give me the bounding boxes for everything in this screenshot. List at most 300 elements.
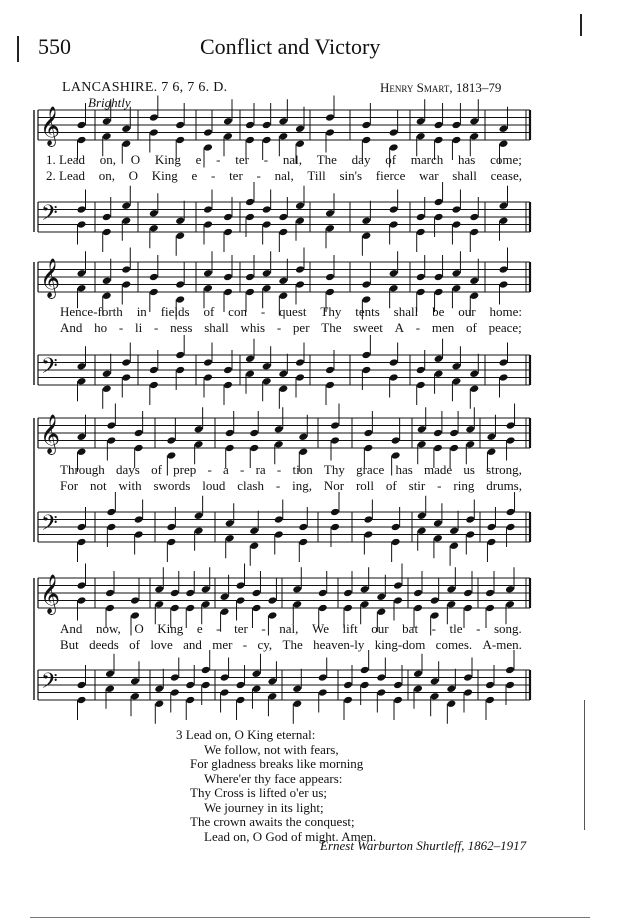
lyric-syllable: O — [134, 621, 144, 636]
alto-note — [175, 295, 185, 304]
bass-note — [267, 692, 277, 701]
lyric-line-verse-2 — [60, 320, 522, 336]
lyric-syllable: march — [410, 152, 444, 167]
lyric-syllable: - — [118, 320, 124, 335]
treble-note — [105, 589, 115, 598]
alto-note — [389, 284, 399, 293]
alto-note — [325, 288, 335, 297]
bass-note — [465, 530, 475, 539]
lyric-syllable: 1. Lead — [46, 152, 85, 167]
lyric-syllable: - — [275, 478, 281, 493]
treble-clef: 𝄞 — [40, 414, 61, 454]
treble-note — [360, 585, 370, 594]
alto-note — [295, 139, 305, 148]
lyric-syllable: - — [415, 320, 421, 335]
lyric-syllable: King — [151, 168, 178, 183]
tenor-note — [449, 526, 459, 535]
bass-clef: 𝄢 — [41, 511, 58, 541]
tenor-note — [77, 523, 87, 532]
treble-note — [130, 596, 140, 605]
bass-clef: 𝄢 — [41, 669, 58, 699]
alto-note — [102, 132, 112, 141]
alto-note — [262, 136, 272, 145]
tenor-note — [318, 673, 328, 682]
bass-note — [413, 684, 423, 693]
lyric-syllable: and — [183, 637, 202, 652]
tenor-note — [77, 362, 87, 371]
bass-note — [154, 699, 164, 708]
lyric-syllable: stir — [408, 478, 426, 493]
lyric-syllable: drums, — [486, 478, 522, 493]
alto-note — [203, 284, 213, 293]
verse-3-line: We journey in its light; — [204, 799, 324, 815]
lyric-syllable: Till — [307, 168, 326, 183]
bass-note — [225, 534, 235, 543]
lyric-syllable: - — [242, 637, 248, 652]
tenor-note — [486, 523, 496, 532]
lyric-syllable: Through — [60, 462, 105, 477]
lyric-syllable: shall — [204, 320, 229, 335]
tenor-note — [499, 358, 509, 367]
lyric-syllable: And — [60, 320, 83, 335]
treble-note — [249, 429, 259, 438]
alto-note — [451, 136, 461, 145]
alto-note — [325, 128, 335, 137]
lyric-syllable: bat — [402, 621, 419, 636]
tenor-note — [416, 213, 426, 222]
lyric-syllable: home: — [489, 304, 522, 319]
hymn-number: 550 — [38, 34, 71, 59]
treble-note — [236, 581, 246, 590]
alto-note — [194, 440, 204, 449]
bass-note — [175, 231, 185, 240]
alto-note — [391, 451, 401, 460]
bass-note — [295, 373, 305, 382]
alto-note — [278, 132, 288, 141]
lyric-syllable: our — [458, 304, 476, 319]
treble-note — [203, 269, 213, 278]
bass-note — [102, 228, 112, 237]
lyric-syllable: loud — [202, 478, 226, 493]
treble-note — [278, 117, 288, 126]
lyric-syllable: lift — [342, 621, 358, 636]
lyric-syllable: tion — [292, 462, 313, 477]
lyric-syllable: nal, — [274, 168, 294, 183]
alto-note — [434, 288, 444, 297]
treble-note — [267, 596, 277, 605]
section-title: Conflict and Victory — [200, 34, 381, 59]
lyric-syllable: of — [465, 320, 477, 335]
lyric-syllable: e — [195, 152, 202, 167]
bass-note — [434, 369, 444, 378]
treble-note — [194, 425, 204, 434]
treble-note — [499, 265, 509, 274]
tenor-note — [485, 681, 495, 690]
tenor-note — [245, 198, 255, 207]
tenor-note — [121, 358, 131, 367]
alto-note — [154, 600, 164, 609]
verse-3-line: For gladness breaks like morning — [190, 756, 364, 771]
treble-note — [416, 117, 426, 126]
alto-note — [318, 604, 328, 613]
tenor-note — [361, 351, 371, 360]
bass-note — [245, 213, 255, 222]
lyric-syllable: a — [223, 462, 229, 477]
treble-note — [225, 429, 235, 438]
treble-note — [295, 124, 305, 133]
lyric-line-verse-1 — [60, 304, 522, 320]
treble-note — [413, 589, 423, 598]
lyric-syllable: King — [157, 621, 184, 636]
lyric-syllable: - — [216, 621, 221, 636]
lyric-syllable: of — [203, 304, 215, 319]
lyric-syllable: con — [228, 304, 247, 319]
lyric-syllable: now, — [95, 621, 121, 636]
tenor-note — [463, 673, 473, 682]
alto-note — [451, 284, 461, 293]
tenor-note — [170, 673, 180, 682]
treble-note — [106, 421, 116, 430]
tenor-note — [292, 684, 302, 693]
alto-note — [245, 288, 255, 297]
lyric-syllable: - — [276, 320, 282, 335]
bass-note — [363, 530, 373, 539]
bass-note — [249, 541, 259, 550]
tenor-note — [106, 508, 116, 517]
treble-note — [166, 436, 176, 445]
treble-clef: 𝄞 — [40, 258, 61, 298]
lyric-syllable: - — [153, 320, 159, 335]
lyric-syllable: - — [216, 152, 221, 167]
treble-note — [393, 581, 403, 590]
lyric-syllable: ter — [234, 621, 248, 636]
tenor-note — [175, 216, 185, 225]
bass-note — [433, 534, 443, 543]
alto-note — [130, 611, 140, 620]
bass-note — [245, 369, 255, 378]
alto-note — [252, 604, 262, 613]
lyric-syllable: shall — [452, 168, 477, 183]
bass-note — [77, 538, 87, 547]
tenor-note — [77, 681, 87, 690]
verse-3-line: Where'er thy face appears: — [204, 770, 343, 786]
tenor-note — [121, 201, 131, 210]
alto-note — [469, 132, 479, 141]
treble-note — [499, 124, 509, 133]
treble-note — [485, 589, 495, 598]
lyric-line-verse-1 — [46, 152, 522, 168]
lyric-syllable: - — [437, 478, 442, 493]
tune-name: LANCASHIRE. 7 6, 7 6. D. — [62, 80, 228, 95]
tenor-note — [102, 213, 112, 222]
bass-note — [262, 220, 272, 229]
lyric-syllable: A — [394, 320, 404, 335]
lyric-syllable: - — [207, 462, 212, 477]
lyric-line-verse-2 — [46, 168, 522, 184]
lyric-syllable: nal, — [279, 621, 299, 636]
lyric-syllable: grace — [356, 462, 385, 477]
tenor-note — [267, 677, 277, 686]
lyric-line-verse-1 — [60, 462, 522, 478]
lyric-syllable: - — [276, 462, 282, 477]
lyric-syllable: of — [129, 637, 140, 652]
lyric-line-verse-1 — [60, 621, 522, 637]
tenor-note — [298, 523, 308, 532]
verse-3-line: We follow, not with fears, — [204, 741, 339, 757]
treble-note — [433, 429, 443, 438]
lyric-syllable: 2. Lead — [46, 168, 85, 183]
tenor-note — [223, 366, 233, 375]
lyric-syllable: - — [476, 621, 481, 636]
alto-note — [360, 600, 370, 609]
bass-note — [121, 216, 131, 225]
lyric-syllable: tents — [355, 304, 380, 319]
lyric-syllable: sweet — [353, 320, 383, 335]
tenor-note — [102, 369, 112, 378]
treble-note — [134, 429, 144, 438]
alto-note — [236, 596, 246, 605]
lyric-syllable: nal, — [282, 152, 302, 167]
tenor-note — [376, 673, 386, 682]
tenor-note — [363, 515, 373, 524]
alto-note — [249, 444, 259, 453]
alto-note — [505, 600, 515, 609]
treble-note — [77, 269, 87, 278]
tenor-note — [166, 523, 176, 532]
tenor-note — [175, 351, 185, 360]
alto-note — [298, 447, 308, 456]
tenor-note — [469, 369, 479, 378]
tenor-note — [499, 201, 509, 210]
lyric-syllable: heaven-ly — [313, 637, 365, 652]
treble-note — [434, 121, 444, 130]
bass-note — [330, 523, 340, 532]
lyric-syllable: days — [116, 462, 140, 477]
lyric-syllable: We — [311, 621, 329, 636]
tenor-note — [154, 684, 164, 693]
alto-note — [262, 284, 272, 293]
alto-note — [330, 436, 340, 445]
lyric-syllable: be — [432, 304, 445, 319]
lyric-syllable: - — [256, 168, 261, 183]
alto-note — [105, 604, 115, 613]
tenor-note — [505, 666, 515, 675]
alto-note — [393, 596, 403, 605]
treble-note — [389, 269, 399, 278]
bass-note — [416, 228, 426, 237]
treble-note — [175, 280, 185, 289]
alto-note — [201, 600, 211, 609]
bass-note — [389, 220, 399, 229]
lyric-syllable: per — [292, 320, 310, 335]
tenor-note — [469, 213, 479, 222]
tenor-note — [413, 669, 423, 678]
lyric-syllable: love — [150, 637, 173, 652]
lyric-syllable: of — [385, 152, 397, 167]
lyric-syllable: cy, — [257, 637, 273, 652]
tenor-note — [105, 669, 115, 678]
verse-3-line: The crown awaits the conquest; — [190, 814, 355, 829]
treble-note — [149, 273, 159, 282]
tenor-note — [430, 677, 440, 686]
lyric-syllable: For — [60, 478, 79, 493]
lyric-syllable: - — [240, 462, 245, 477]
tenor-note — [360, 666, 370, 675]
treble-note — [252, 589, 262, 598]
lyric-syllable: sin's — [339, 168, 363, 183]
lyric-syllable: ter — [235, 152, 249, 167]
bass-note — [417, 526, 427, 535]
treble-note — [416, 273, 426, 282]
alto-note — [278, 291, 288, 300]
treble-note — [376, 592, 386, 601]
lyric-syllable: Thy — [323, 462, 345, 477]
treble-note — [449, 429, 459, 438]
bass-note — [194, 526, 204, 535]
lyric-syllable: men — [431, 320, 455, 335]
alto-note — [223, 288, 233, 297]
bass-note — [201, 681, 211, 690]
lyric-syllable: shall — [393, 304, 419, 319]
lyric-syllable: war — [419, 168, 439, 183]
treble-note — [223, 117, 233, 126]
bass-note — [343, 696, 353, 705]
bass-note — [295, 216, 305, 225]
lyric-syllable: of — [151, 462, 162, 477]
alto-note — [376, 607, 386, 616]
treble-note — [245, 273, 255, 282]
tenor-note — [274, 515, 284, 524]
lyric-syllable: not — [89, 478, 107, 493]
lyric-syllable: ing, — [292, 478, 312, 493]
bass-note — [278, 384, 288, 393]
treble-note — [262, 121, 272, 130]
alto-note — [225, 444, 235, 453]
tenor-note — [343, 681, 353, 690]
tenor-note — [262, 362, 272, 371]
alto-note — [434, 136, 444, 145]
bass-note — [274, 530, 284, 539]
treble-note — [77, 581, 87, 590]
lyric-syllable: ho — [94, 320, 108, 335]
bass-note — [463, 688, 473, 697]
alto-note — [77, 284, 87, 293]
treble-note — [451, 269, 461, 278]
lyric-syllable: king-dom — [374, 637, 426, 652]
lyric-syllable: deeds — [89, 637, 119, 652]
tenor-note — [220, 673, 230, 682]
lyric-syllable: O — [128, 168, 139, 183]
bass-note — [292, 699, 302, 708]
treble-note — [102, 117, 112, 126]
lyric-syllable: Nor — [323, 478, 345, 493]
bass-note — [499, 373, 509, 382]
bass-note — [102, 384, 112, 393]
verse-3-line: 3 Lead on, O King eternal: — [176, 727, 316, 742]
lyric-syllable: Thy — [320, 304, 342, 319]
tenor-note — [130, 677, 140, 686]
lyric-syllable: tle — [449, 621, 463, 636]
lyric-syllable: Hence-forth — [60, 304, 123, 319]
treble-note — [343, 589, 353, 598]
tenor-note — [325, 209, 335, 218]
lyric-syllable: day — [351, 152, 371, 167]
treble-note — [274, 425, 284, 434]
alto-note — [77, 447, 87, 456]
treble-note — [361, 121, 371, 130]
bass-note — [416, 381, 426, 390]
alto-note — [170, 604, 180, 613]
lyric-syllable: ra — [255, 462, 266, 477]
tenor-note — [225, 519, 235, 528]
bass-note — [449, 541, 459, 550]
alto-note — [149, 288, 159, 297]
lyric-syllable: The — [316, 152, 337, 167]
treble-note — [175, 121, 185, 130]
bass-note — [499, 216, 509, 225]
bass-note — [361, 366, 371, 375]
lyric-syllable: whis — [240, 320, 266, 335]
bass-note — [485, 696, 495, 705]
tenor-note — [446, 684, 456, 693]
lyric-syllable: peace; — [488, 320, 522, 335]
bass-note — [376, 688, 386, 697]
tenor-note — [506, 508, 516, 517]
treble-note — [292, 585, 302, 594]
bass-note — [393, 696, 403, 705]
treble-note — [318, 589, 328, 598]
tenor-note — [245, 354, 255, 363]
lyric-syllable: has — [458, 152, 476, 167]
tenor-note — [393, 681, 403, 690]
alto-note — [77, 136, 87, 145]
alto-note — [134, 444, 144, 453]
bass-note — [236, 696, 246, 705]
treble-note — [298, 432, 308, 441]
bass-note — [134, 530, 144, 539]
bass-note — [505, 681, 515, 690]
alto-note — [416, 288, 426, 297]
tenor-note — [201, 666, 211, 675]
treble-note — [389, 128, 399, 137]
treble-note — [121, 124, 131, 133]
bass-note — [106, 523, 116, 532]
tenor-note — [389, 358, 399, 367]
treble-note — [295, 265, 305, 274]
bass-note — [361, 231, 371, 240]
lyric-syllable: with — [118, 478, 142, 493]
treble-note — [486, 432, 496, 441]
tenor-note — [295, 201, 305, 210]
alto-note — [175, 136, 185, 145]
lyric-syllable: prep — [173, 462, 197, 477]
treble-note — [203, 128, 213, 137]
alto-note — [121, 139, 131, 148]
treble-note — [201, 585, 211, 594]
lyric-syllable: fierce — [375, 168, 406, 183]
tenor-note — [77, 205, 87, 214]
treble-note — [446, 585, 456, 594]
bass-note — [121, 373, 131, 382]
tenor-note — [295, 358, 305, 367]
treble-note — [278, 276, 288, 285]
lyric-line-verse-2 — [60, 637, 522, 653]
lyric-syllable: quest — [279, 304, 307, 319]
alto-note — [361, 295, 371, 304]
lyric-line-verse-2 — [60, 478, 522, 494]
treble-note — [469, 276, 479, 285]
bass-note — [360, 681, 370, 690]
